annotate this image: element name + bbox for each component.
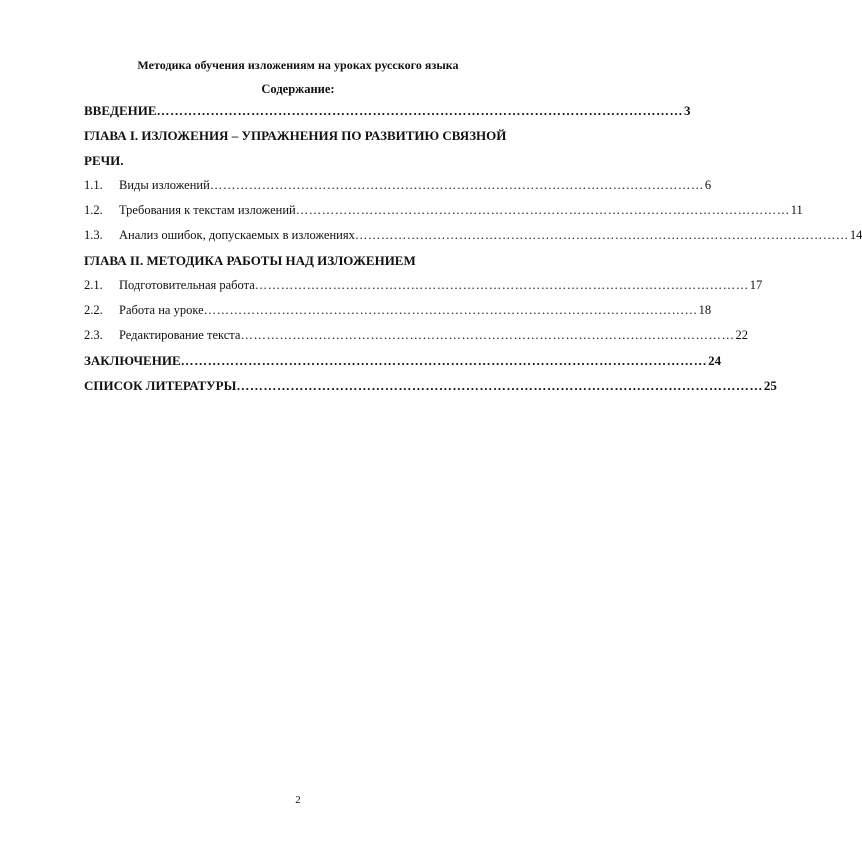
- toc-entry-1-1: [84, 173, 712, 198]
- toc-entry-text: СПИСОК ЛИТЕРАТУРЫ: [84, 378, 237, 393]
- toc-entry-references: [84, 373, 777, 398]
- toc-entry-conclusion: [84, 348, 722, 373]
- toc-entry-number: 2.2.: [84, 303, 103, 317]
- toc-leader-dots: ……………………………………………………………………………………………………: [354, 228, 849, 242]
- toc-leader-dots: ……………………………………………………………………………………………………: [254, 278, 749, 292]
- toc-entry-page: 17: [749, 278, 763, 292]
- toc-leader-dots: ……………………………………………………………………………………………………: [203, 303, 698, 317]
- toc-entry-number: 2.3.: [84, 328, 103, 342]
- toc-entry-page: 3: [684, 103, 691, 118]
- toc-entry-2-2: [84, 298, 712, 323]
- toc-entry-page: 11: [790, 203, 803, 217]
- toc-chapter-1-line-2: РЕЧИ.: [84, 153, 124, 168]
- table-of-contents: [84, 98, 862, 398]
- toc-leader-dots: ……………………………………………………………………………………………………: [295, 203, 790, 217]
- toc-entry-text: ЗАКЛЮЧЕНИЕ: [84, 353, 181, 368]
- toc-entry-number: 1.3.: [84, 228, 103, 242]
- toc-leader-dots: ……………………………………………………………………………………………………: [240, 328, 735, 342]
- toc-heading: Содержание:: [261, 82, 335, 96]
- toc-entry-page: 6: [704, 178, 712, 192]
- toc-entry-number: 2.1.: [84, 278, 103, 292]
- toc-entry-text: Виды изложений: [119, 178, 210, 192]
- toc-entry-page: 25: [763, 378, 777, 393]
- document-title: Методика обучения изложениям на уроках русского языка: [137, 58, 459, 72]
- toc-entry-page: 22: [735, 328, 748, 342]
- toc-entry-page: 24: [708, 353, 722, 368]
- toc-entry-text: ВВЕДЕНИЕ: [84, 103, 157, 118]
- toc-entry-page: 14: [849, 228, 862, 242]
- toc-entry-text: Работа на уроке: [119, 303, 204, 317]
- toc-entry-intro: [84, 98, 691, 123]
- toc-entry-text: Анализ ошибок, допускаемых в изложениях: [119, 228, 355, 242]
- page-number: 2: [295, 794, 301, 806]
- toc-chapter-1-line-1: ГЛАВА I. ИЗЛОЖЕНИЯ – УПРАЖНЕНИЯ ПО РАЗВИТИЮ СВЯЗНОЙ: [84, 128, 507, 143]
- toc-entry-2-3: [84, 323, 748, 348]
- toc-leader-dots: ………………………………………………………………………………………………………: [180, 353, 708, 368]
- toc-entry-1-2: [84, 198, 803, 223]
- toc-leader-dots: ……………………………………………………………………………………………………: [209, 178, 704, 192]
- toc-entry-text: Требования к текстам изложений: [119, 203, 296, 217]
- toc-entry-1-3: [84, 223, 862, 248]
- toc-entry-number: 1.1.: [84, 178, 103, 192]
- toc-entry-text: Редактирование текста: [119, 328, 241, 342]
- toc-entry-text: Подготовительная работа: [119, 278, 255, 292]
- toc-leader-dots: ………………………………………………………………………………………………………: [236, 378, 763, 393]
- toc-entry-page: 18: [698, 303, 712, 317]
- toc-leader-dots: ………………………………………………………………………………………………………: [156, 103, 684, 118]
- toc-chapter-2: ГЛАВА II. МЕТОДИКА РАБОТЫ НАД ИЗЛОЖЕНИЕМ: [84, 253, 416, 268]
- toc-entry-2-1: [84, 273, 763, 298]
- toc-entry-number: 1.2.: [84, 203, 103, 217]
